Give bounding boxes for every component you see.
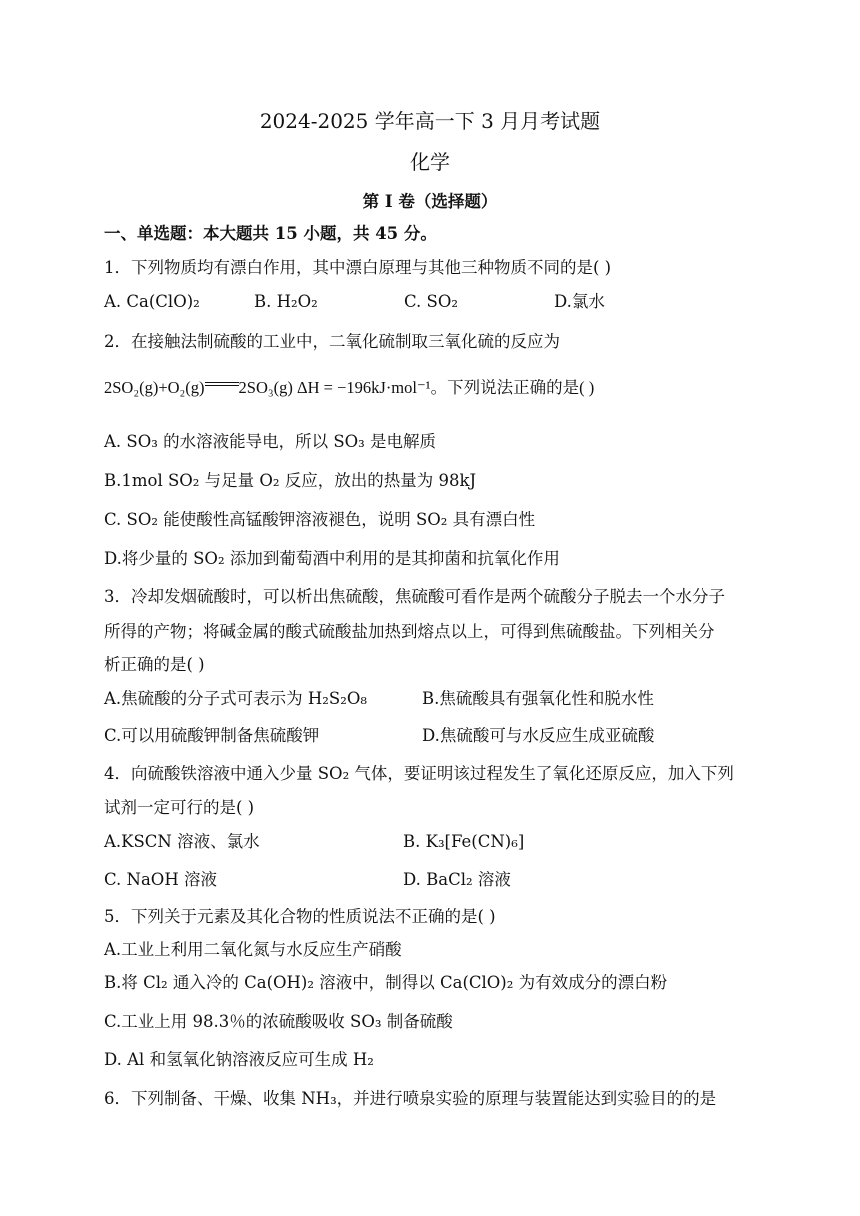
question-1-option-a: A. Ca(ClO)₂ <box>104 292 200 311</box>
question-4-option-b: B. K₃[Fe(CN)₆] <box>403 832 525 851</box>
question-3-option-d: D.焦硫酸可与水反应生成亚硫酸 <box>422 726 655 745</box>
part-title: 第 I 卷（选择题） <box>362 192 498 211</box>
question-5-option-c: C.工业上用 98.3％的浓硫酸吸收 SO₃ 制备硫酸 <box>104 1012 453 1031</box>
question-1-option-c: C. SO₂ <box>404 292 458 311</box>
question-6-stem: 6．下列制备、干燥、收集 NH₃，并进行喷泉实验的原理与装置能达到实验目的的是 <box>104 1089 717 1108</box>
question-3-option-a: A.焦硫酸的分子式可表示为 H₂S₂O₈ <box>104 689 367 708</box>
question-5-option-d: D. Al 和氢氧化钠溶液反应可生成 H₂ <box>104 1050 374 1069</box>
equation-arrow <box>205 380 239 390</box>
equation-tail: 。下列说法正确的是( ) <box>430 378 595 397</box>
question-5-option-a: A.工业上利用二氧化氮与水反应生产硝酸 <box>104 940 402 959</box>
question-2-equation <box>104 376 594 400</box>
question-5-option-b: B.将 Cl₂ 通入冷的 Ca(OH)₂ 溶液中，制得以 Ca(ClO)₂ 为有效成分的漂白粉 <box>104 973 668 992</box>
question-1-option-b: B. H₂O₂ <box>254 292 318 311</box>
question-3-line-2: 所得的产物；将碱金属的酸式硫酸盐加热到熔点以上，可得到焦硫酸盐。下列相关分 <box>104 622 715 641</box>
question-3-option-b: B.焦硫酸具有强氧化性和脱水性 <box>422 689 654 708</box>
question-4-option-c: C. NaOH 溶液 <box>104 870 217 889</box>
question-2-option-c: C. SO₂ 能使酸性高锰酸钾溶液褪色，说明 SO₂ 具有漂白性 <box>104 510 536 529</box>
question-2-option-d: D.将少量的 SO₂ 添加到葡萄酒中利用的是其抑菌和抗氧化作用 <box>104 549 560 568</box>
question-1-stem: 1．下列物质均有漂白作用，其中漂白原理与其他三种物质不同的是( ) <box>104 258 612 277</box>
exam-title: 2024-2025 学年高一下 3 月月考试题 <box>259 109 601 133</box>
equation-reactants: 2SO₂(g)+O₂(g) <box>104 378 205 397</box>
question-3-line-3: 析正确的是( ) <box>104 655 205 674</box>
subject-title: 化学 <box>410 150 450 174</box>
question-4-option-a: A.KSCN 溶液、氯水 <box>104 832 260 851</box>
question-3-option-c: C.可以用硫酸钾制备焦硫酸钾 <box>104 726 320 745</box>
question-1-option-d: D.氯水 <box>554 292 605 311</box>
question-2-stem: 2．在接触法制硫酸的工业中，二氧化硫制取三氧化硫的反应为 <box>104 332 560 351</box>
question-4-option-d: D. BaCl₂ 溶液 <box>403 870 511 889</box>
section-heading: 一、单选题：本大题共 15 小题，共 45 分。 <box>104 224 437 243</box>
equation-products: 2SO₃(g) ΔH = −196kJ·mol⁻¹ <box>238 378 431 397</box>
question-4-line-1: 4．向硫酸铁溶液中通入少量 SO₂ 气体，要证明该过程发生了氧化还原反应，加入下列 <box>104 764 734 783</box>
question-2-option-a: A. SO₃ 的水溶液能导电，所以 SO₃ 是电解质 <box>104 432 437 451</box>
question-3-line-1: 3．冷却发烟硫酸时，可以析出焦硫酸，焦硫酸可看作是两个硫酸分子脱去一个水分子 <box>104 587 725 606</box>
question-2-option-b: B.1mol SO₂ 与足量 O₂ 反应，放出的热量为 98kJ <box>104 471 477 490</box>
question-4-line-2: 试剂一定可行的是( ) <box>104 798 255 817</box>
question-5-stem: 5．下列关于元素及其化合物的性质说法不正确的是( ) <box>104 907 496 926</box>
